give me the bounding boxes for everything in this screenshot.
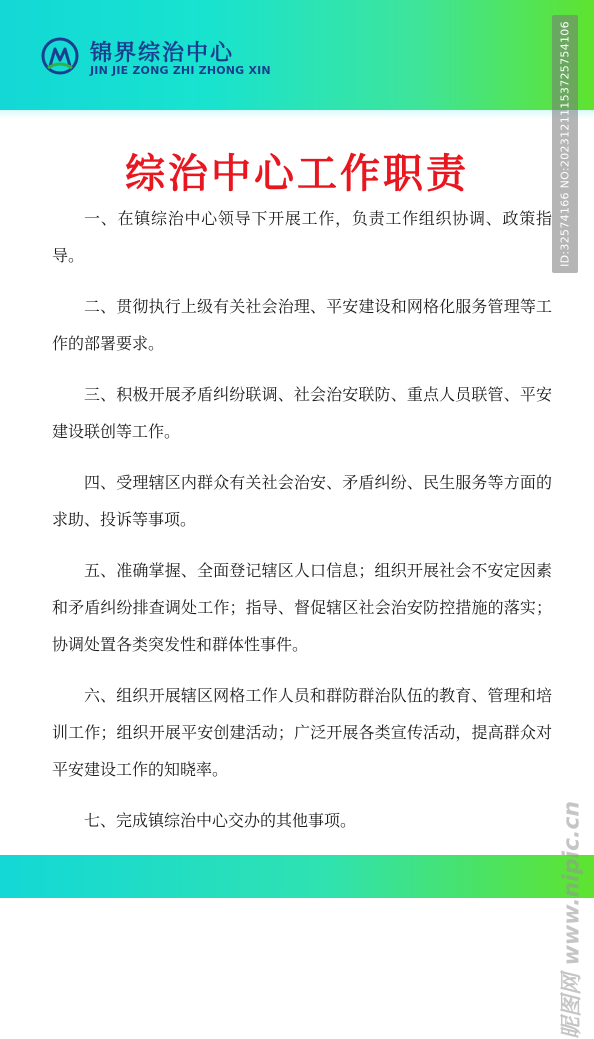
footer-banner [0,855,594,898]
page-title: 综治中心工作职责 [125,151,469,197]
duty-item: 六、组织开展辖区网格工作人员和群防群治队伍的教育、管理和培训工作；组织开展平安创建活动；广泛开展各类宣传活动，提高群众对平安建设工作的知晓率。 [52,686,552,779]
watermark-site-text: 昵图网 www.nipic.cn [559,800,585,1039]
watermark-site [545,800,594,1039]
org-pinyin: JIN JIE ZONG ZHI ZHONG XIN [90,64,271,77]
watermark-id-badge [552,15,578,273]
header-stripe [0,110,594,119]
duties-list [52,200,552,853]
duty-item: 四、受理辖区内群众有关社会治安、矛盾纠纷、民生服务等方面的求助、投诉等事项。 [52,473,552,529]
header-banner [0,0,594,110]
duty-item: 七、完成镇综治中心交办的其他事项。 [84,811,357,830]
duty-item: 三、积极开展矛盾纠纷联调、社会治安联防、重点人员联管、平安建设联创等工作。 [52,385,552,441]
watermark-id-text: ID:32574166 NO:20231211153725754106 [558,21,572,267]
org-logo-icon [40,36,80,76]
duty-item: 一、在镇综治中心领导下开展工作，负责工作组织协调、政策指导。 [52,209,552,265]
org-name: 锦界综治中心 [90,41,235,66]
duty-item: 五、准确掌握、全面登记辖区人口信息；组织开展社会不安定因素和矛盾纠纷排查调处工作；指导、督促辖区社会治安防控措施的落实；协调处置各类突发性和群体性事件。 [52,561,552,654]
duty-item: 二、贯彻执行上级有关社会治理、平安建设和网格化服务管理等工作的部署要求。 [52,297,552,353]
